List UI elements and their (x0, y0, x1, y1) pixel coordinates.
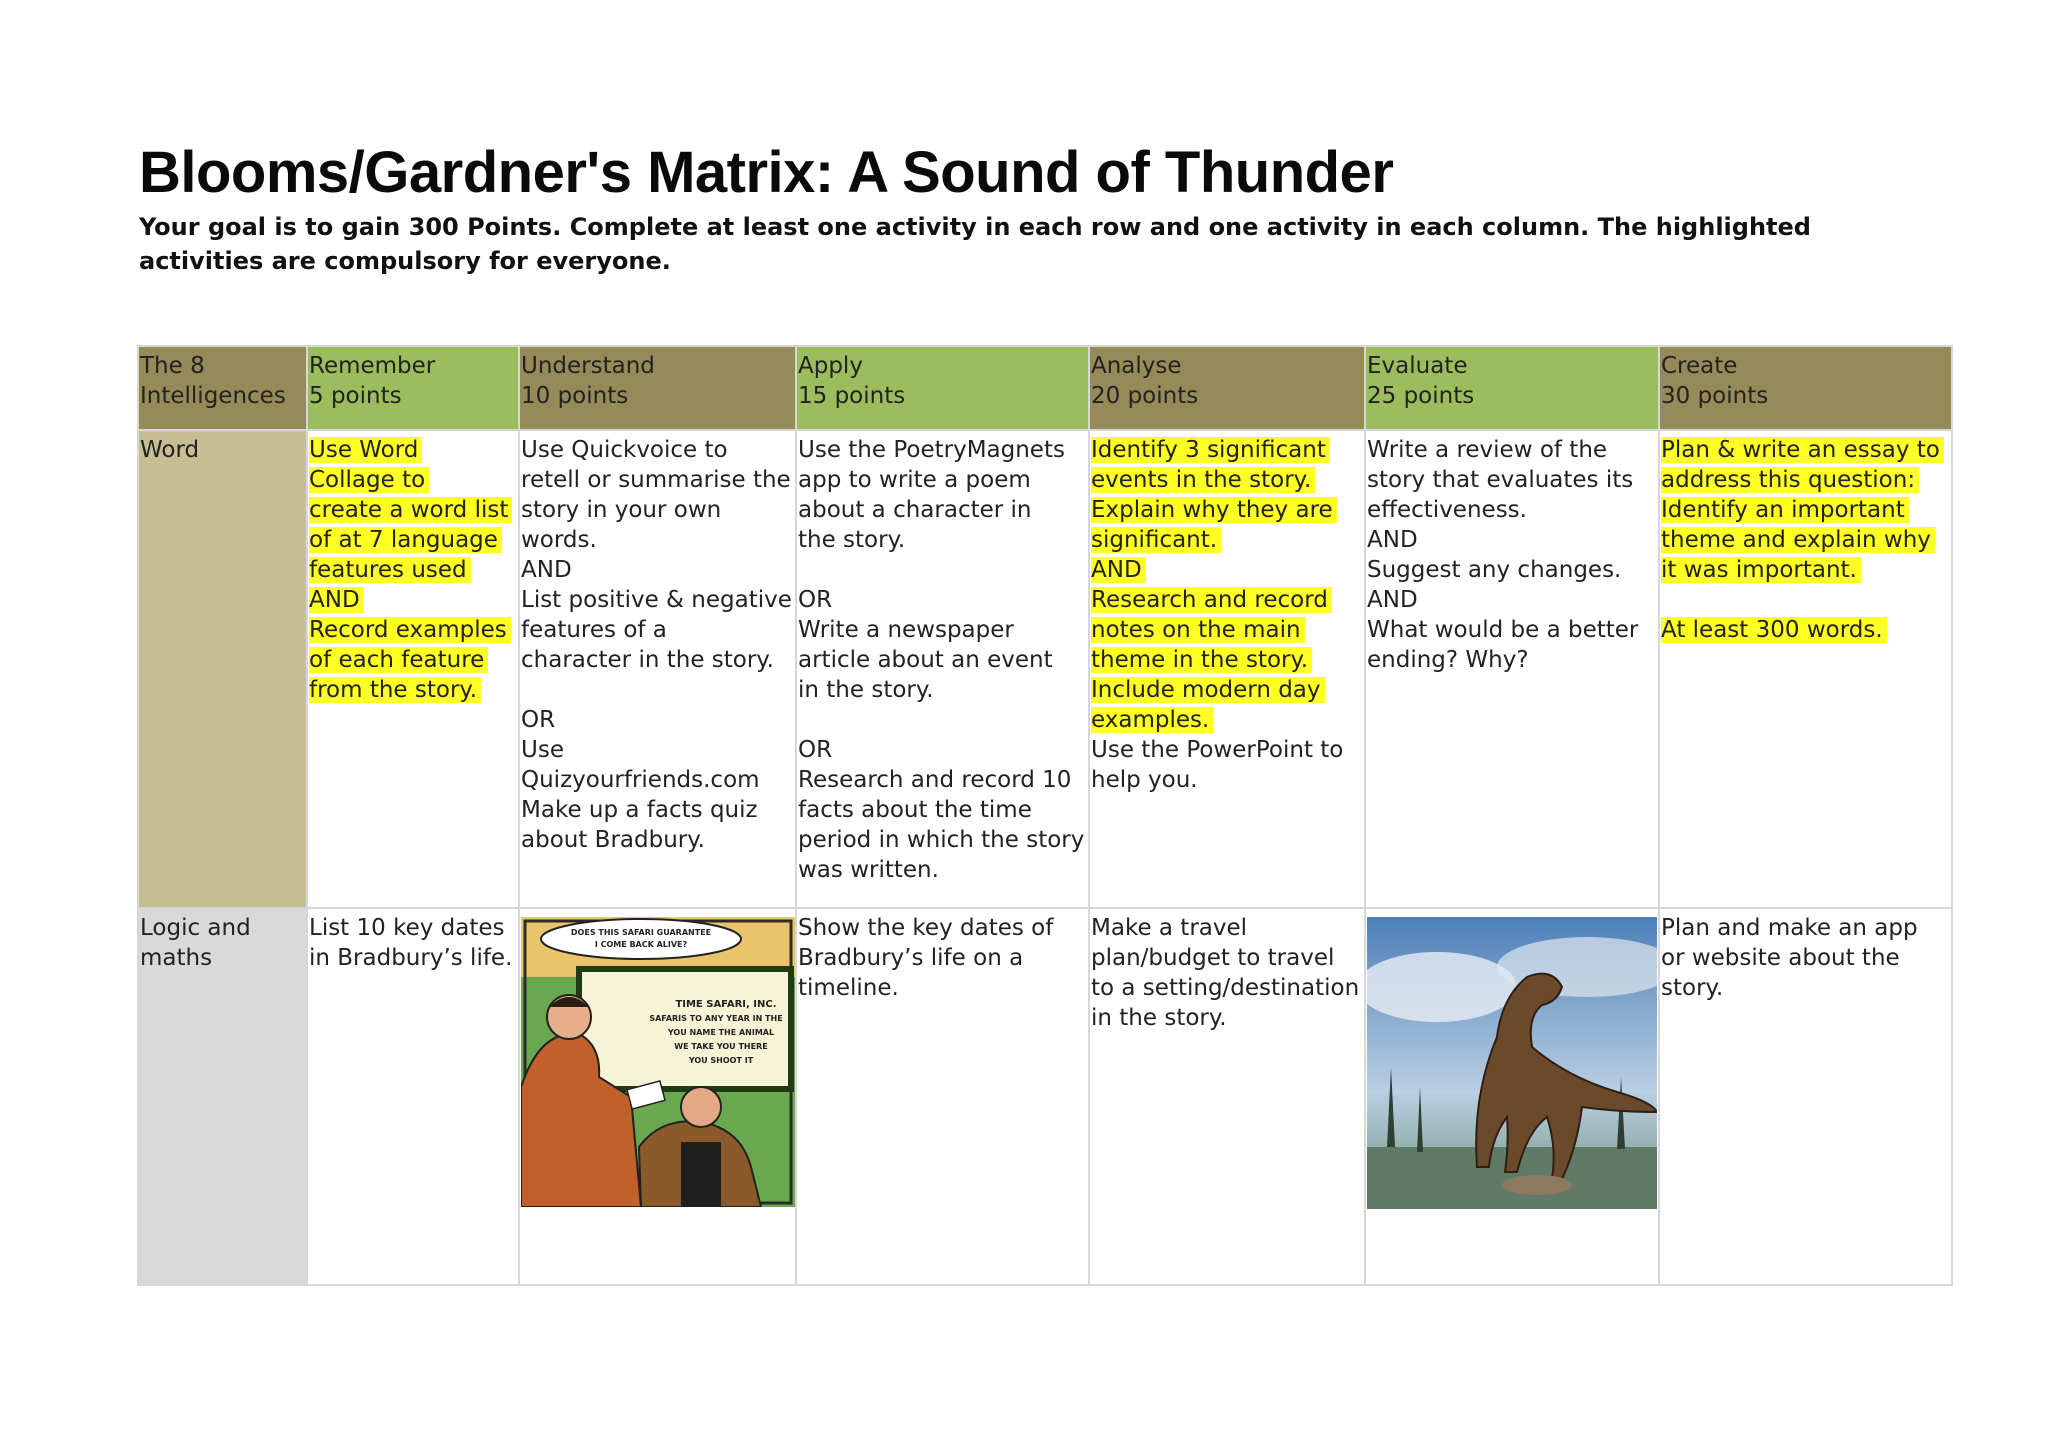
cell-text-line (1661, 525, 1951, 555)
blank-line (798, 555, 1088, 585)
cell-text-line (1661, 435, 1951, 465)
highlighted-text: Collage to (309, 467, 429, 493)
dinosaur-image (1367, 917, 1657, 1209)
cell-text-line: What would be a better (1367, 617, 1639, 643)
highlighted-text: create a word list (309, 497, 512, 523)
cell-text-line (1661, 495, 1951, 525)
cell-text-line: in the story. (1091, 1005, 1227, 1031)
cell-word-evaluate (1365, 430, 1659, 908)
page-subtitle: Your goal is to gain 300 Points. Complete at least one activity in each row and one activity in each column. The highlighted activities are compulsory for everyone. (139, 213, 1811, 275)
cell-text-line (309, 525, 518, 555)
highlighted-text: Plan & write an essay to (1661, 437, 1944, 463)
highlighted-text: AND (309, 587, 364, 613)
cell-text-line: AND (1367, 587, 1418, 613)
cell-word-understand (519, 430, 796, 908)
cell-text-line: AND (521, 557, 572, 583)
highlighted-text: of at 7 language (309, 527, 502, 553)
cell-text-line: about Bradbury. (521, 827, 705, 853)
highlighted-text: theme in the story. (1091, 647, 1312, 673)
highlighted-text: address this question: (1661, 467, 1919, 493)
header-evaluate: Evaluate 25 points (1365, 346, 1659, 430)
cell-text-line: Write a newspaper (798, 617, 1014, 643)
cell-word-create (1659, 430, 1952, 908)
cell-text-line: maths (140, 945, 213, 971)
cell-text-line (1661, 615, 1951, 645)
cell-text-line: the story. (798, 527, 906, 553)
cell-text-line: Logic and (140, 915, 251, 941)
cell-word-remember (307, 430, 519, 908)
cell-text-line (309, 645, 518, 675)
blank-line (521, 675, 795, 705)
cell-text-line (1091, 555, 1364, 585)
cell-text-line: help you. (1091, 767, 1198, 793)
cell-text-line: Use the PoetryMagnets (798, 437, 1065, 463)
header-create: Create 30 points (1659, 346, 1952, 430)
cell-text-line: OR (521, 707, 556, 733)
highlighted-text: AND (1091, 557, 1146, 583)
header-analyse: Analyse 20 points (1089, 346, 1365, 430)
cell-text-line: Use the PowerPoint to (1091, 737, 1344, 763)
header-apply: Apply 15 points (796, 346, 1089, 430)
cell-word-analyse (1089, 430, 1365, 908)
highlighted-text: it was important. (1661, 557, 1861, 583)
highlighted-text: notes on the main (1091, 617, 1305, 643)
highlighted-text: Explain why they are (1091, 497, 1337, 523)
table-row-logic-and-maths (138, 908, 1952, 1285)
cell-text-line: OR (798, 737, 833, 763)
svg-text:WE TAKE YOU THERE: WE TAKE YOU THERE (674, 1042, 768, 1051)
cell-text-line (1091, 675, 1364, 705)
cell-logic-understand (519, 908, 796, 1285)
cell-text-line: Use (521, 737, 564, 763)
cell-text-line (309, 495, 518, 525)
cell-text-line: Suggest any changes. (1367, 557, 1622, 583)
cell-text-line: in Bradbury’s life. (309, 945, 513, 971)
cell-text-line: Write a review of the (1367, 437, 1608, 463)
highlighted-text: significant. (1091, 527, 1221, 553)
cell-text-line: Show the key dates of (798, 915, 1054, 941)
table-row-word (138, 430, 1952, 908)
cell-text-line: period in which the story (798, 827, 1085, 853)
cell-text-line (1091, 645, 1364, 675)
cell-text-line: Quizyourfriends.com (521, 767, 760, 793)
highlighted-text: Include modern day (1091, 677, 1325, 703)
svg-text:YOU NAME THE ANIMAL: YOU NAME THE ANIMAL (667, 1028, 775, 1037)
page-title: Blooms/Gardner's Matrix: A Sound of Thunder (139, 140, 1394, 205)
cell-text-line: List positive & negative (521, 587, 792, 613)
highlighted-text: theme and explain why (1661, 527, 1935, 553)
header-row (138, 346, 1952, 430)
highlighted-text: examples. (1091, 707, 1213, 733)
cell-text-line (1091, 435, 1364, 465)
cell-logic-evaluate (1365, 908, 1659, 1285)
cell-text-line: story in your own (521, 497, 722, 523)
blooms-gardner-matrix (137, 345, 1953, 1286)
cell-text-line: retell or summarise the (521, 467, 791, 493)
cell-text-line (1661, 555, 1951, 585)
row-label-word: Word (138, 430, 307, 908)
cell-text-line: Use Quickvoice to (521, 437, 728, 463)
cell-text-line: in the story. (798, 677, 934, 703)
cell-text-line: Bradbury’s life on a (798, 945, 1024, 971)
highlighted-text: Identify an important (1661, 497, 1909, 523)
cell-text-line: AND (1367, 527, 1418, 553)
cell-text-line: to a setting/destination (1091, 975, 1360, 1001)
cell-text-line: about a character in (798, 497, 1032, 523)
cell-text-line: article about an event (798, 647, 1053, 673)
cell-text-line: OR (798, 587, 833, 613)
cell-text-line: Make a travel (1091, 915, 1248, 941)
cell-text-line: Research and record 10 (798, 767, 1072, 793)
cell-text-line: List 10 key dates (309, 915, 505, 941)
svg-text:SAFARIS TO ANY YEAR IN THE: SAFARIS TO ANY YEAR IN THE (649, 1014, 783, 1023)
cell-text-line: facts about the time (798, 797, 1032, 823)
cell-text-line (1091, 615, 1364, 645)
highlighted-text: Use Word (309, 437, 422, 463)
svg-text:DOES THIS SAFARI GUARANTEE: DOES THIS SAFARI GUARANTEE (570, 928, 712, 937)
cell-text-line (309, 675, 518, 705)
cell-text-line: timeline. (798, 975, 899, 1001)
cell-text-line (309, 465, 518, 495)
cell-text-line (309, 615, 518, 645)
highlighted-text: Research and record (1091, 587, 1332, 613)
highlighted-text: features used (309, 557, 471, 583)
blank-line (798, 705, 1088, 735)
cell-text-line (1091, 495, 1364, 525)
cell-text-line: story that evaluates its (1367, 467, 1634, 493)
cell-text-line (1661, 465, 1951, 495)
cell-text-line (309, 435, 518, 465)
cell-text-line: app to write a poem (798, 467, 1031, 493)
cell-text-line: Make up a facts quiz (521, 797, 758, 823)
cell-logic-create (1659, 908, 1952, 1285)
cell-text-line: effectiveness. (1367, 497, 1527, 523)
cell-text-line: character in the story. (521, 647, 774, 673)
time-safari-comic-image (521, 917, 795, 1207)
svg-text:YOU SHOOT IT: YOU SHOOT IT (688, 1056, 754, 1065)
cell-text-line: or website about the (1661, 945, 1900, 971)
highlighted-text: of each feature (309, 647, 488, 673)
cell-text-line (1091, 585, 1364, 615)
highlighted-text: events in the story. (1091, 467, 1315, 493)
cell-text-line (1091, 465, 1364, 495)
cell-text-line (309, 555, 518, 585)
highlighted-text: Record examples (309, 617, 511, 643)
header-intelligences: The 8 Intelligences (138, 346, 307, 430)
cell-word-apply (796, 430, 1089, 908)
highlighted-text: At least 300 words. (1661, 617, 1887, 643)
row-label-logic-and-maths (138, 908, 307, 1285)
cell-text-line: story. (1661, 975, 1724, 1001)
cell-text-line (1091, 705, 1364, 735)
cell-logic-analyse (1089, 908, 1365, 1285)
svg-text:TIME SAFARI, INC.: TIME SAFARI, INC. (675, 999, 777, 1010)
highlighted-text: from the story. (309, 677, 481, 703)
blank-line (1661, 585, 1951, 615)
highlighted-text: Identify 3 significant (1091, 437, 1330, 463)
cell-text-line: ending? Why? (1367, 647, 1529, 673)
cell-logic-remember (307, 908, 519, 1285)
cell-text-line (1091, 525, 1364, 555)
cell-text-line: plan/budget to travel (1091, 945, 1335, 971)
cell-text-line: was written. (798, 857, 939, 883)
cell-text-line (309, 585, 518, 615)
header-understand: Understand 10 points (519, 346, 796, 430)
cell-text-line: Plan and make an app (1661, 915, 1918, 941)
cell-text-line: features of a (521, 617, 667, 643)
svg-text:I COME BACK ALIVE?: I COME BACK ALIVE? (594, 940, 688, 949)
cell-text-line: words. (521, 527, 597, 553)
header-remember: Remember 5 points (307, 346, 519, 430)
cell-logic-apply (796, 908, 1089, 1285)
